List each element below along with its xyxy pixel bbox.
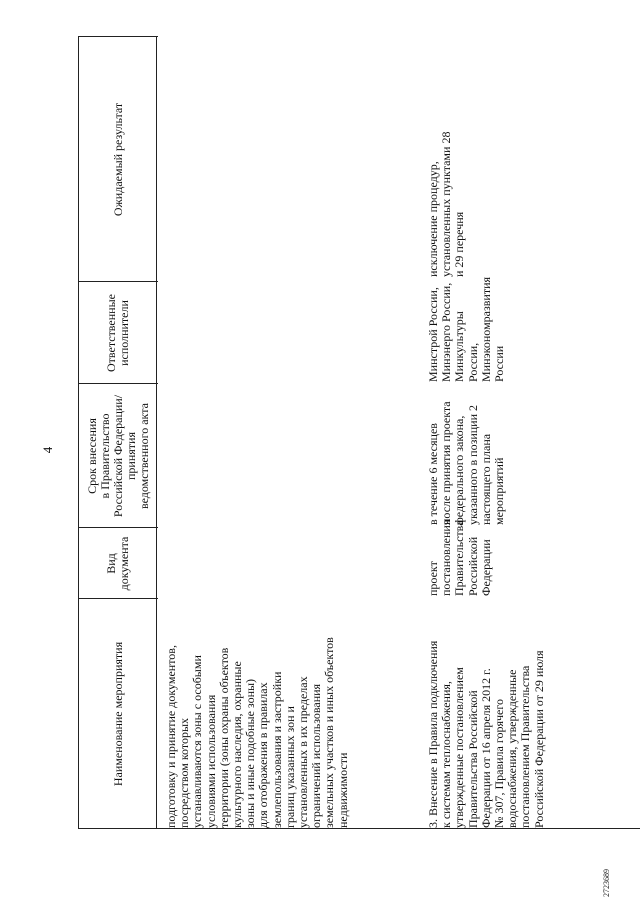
row2-executors: Минстрой России, Минэнерго России, Минкультуры России, Минэкономразвития России bbox=[426, 276, 507, 382]
header-executors: Ответственные исполнители bbox=[104, 294, 131, 372]
header-name: Наименование мероприятия bbox=[110, 641, 125, 787]
table-top-border bbox=[78, 37, 79, 829]
row2-deadline: в течение 6 месяцев после принятия проекта федерального закона, указанного в позиции 2 настоящего плана мероприятий bbox=[426, 401, 507, 525]
header-deadline: Срок внесения в Правительство Российской Федерации/ принятия ведомственного акта bbox=[84, 394, 151, 518]
row2-doc-type: проект постановления Правительства Российской Федерации bbox=[426, 519, 493, 596]
row2-name: 3. Внесение в Правила подключения к системам теплоснабжения, утвержденные постановлением Правительства Российской Федерации от 16 апреля 2012 г. № 307, Правила горячего водоснабжения, утвержденные постановлением Правительства Российской Федерации от 29 июля bbox=[426, 640, 546, 828]
row1-result: исключение процедур, установленных пунктами 28 и 29 перечня bbox=[426, 131, 467, 277]
table-border-left bbox=[78, 828, 640, 829]
header-result: Ожидаемый результат bbox=[110, 102, 125, 217]
document-code: 2723689 bbox=[602, 869, 611, 897]
table-header-bottom bbox=[156, 37, 157, 829]
page-number: 4 bbox=[40, 446, 55, 454]
row1-name: подготовку и принятие документов, посредством которых устанавливаются зоны с особыми условиями использования территории (зоны охраны объектов культурного наследия, охранные зоны и иные подобные зоны) для отображения в правилах землепользования и застройки границ указанных зон и установленных в их пределах ограничений использования земельных участков и иных объектов недвижимости bbox=[164, 637, 350, 828]
header-doc-type: Вид документа bbox=[104, 536, 131, 591]
